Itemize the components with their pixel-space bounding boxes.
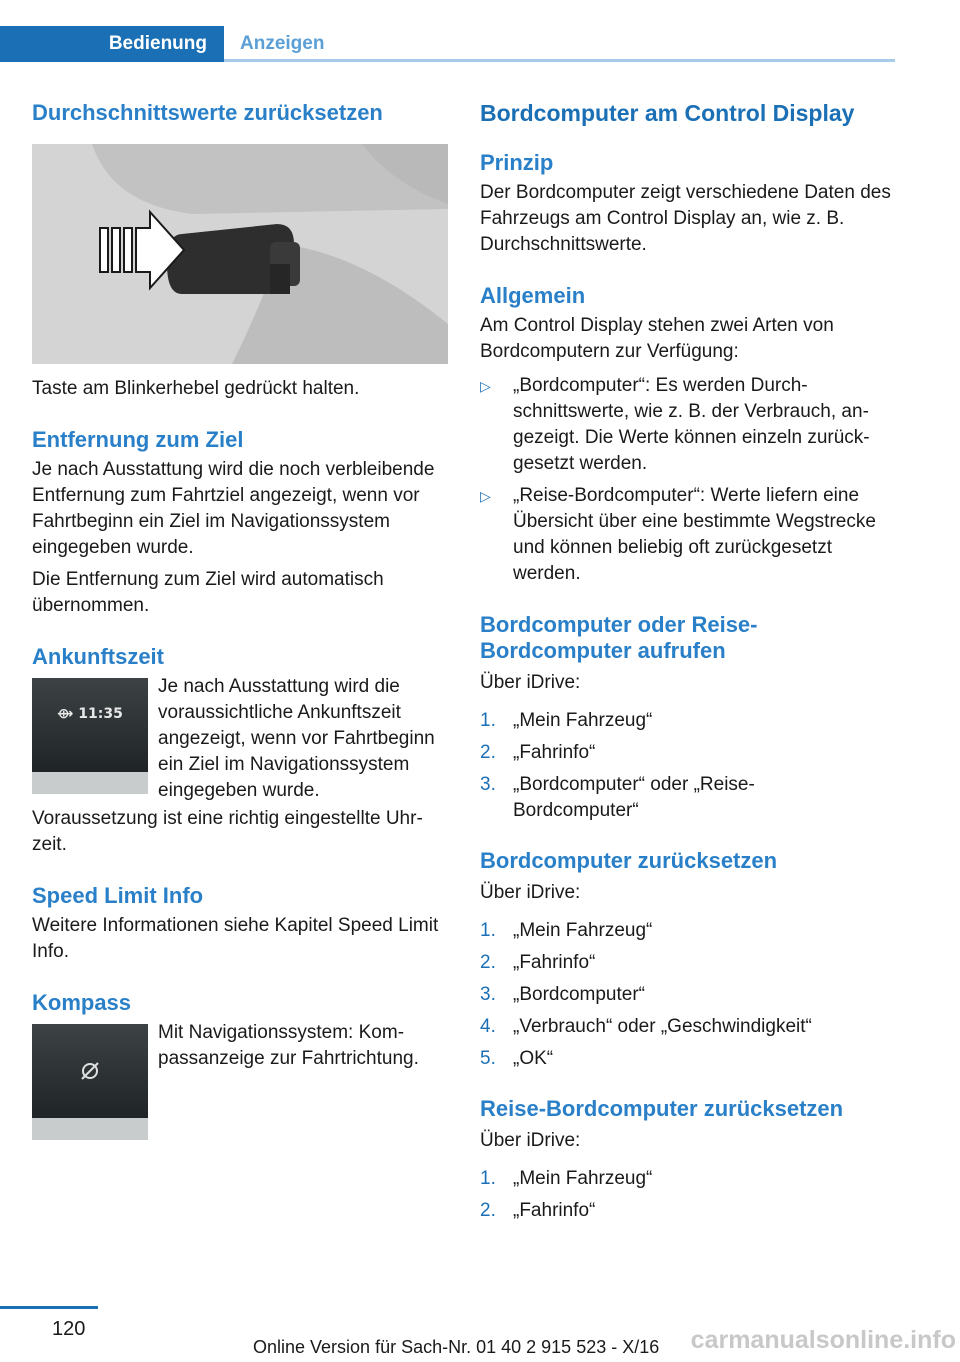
caption-taste: Taste am Blinkerhebel gedrückt halten.: [32, 378, 360, 399]
triangle-bullet-icon: ▷: [480, 378, 491, 394]
right-column: [480, 100, 896, 1224]
text-idrive-3: Über iDrive:: [480, 1130, 581, 1151]
heading-allgemein: Allgemein: [480, 283, 586, 308]
triangle-bullet-icon: ▷: [480, 488, 491, 504]
arrival-time-readout: ⟴ 11:35: [57, 706, 123, 722]
heading-ankunftszeit: Ankunftszeit: [32, 644, 164, 669]
heading-speed-limit-info: Speed Limit Info: [32, 883, 204, 908]
list-item: ▷ „Reise-Bordcomputer“: Werte liefern eine Übersicht über eine bestimmte Wegstrecke und können beliebig oft zurückgesetzt werden.: [480, 485, 876, 584]
tab-bedienung[interactable]: Bedienung: [0, 26, 224, 62]
steps-zuruecksetzen: [480, 918, 896, 1072]
list-item: 1. „Mein Fahrzeug“: [480, 710, 653, 731]
text-voraussetzung: Voraussetzung ist eine richtig eingestellte Uhrzeit.: [32, 808, 423, 855]
left-column: [32, 100, 448, 1170]
kompass-block: [32, 1020, 448, 1170]
heading-aufrufen: Bordcomputer oder Reise-Bordcomputer aufrufen: [480, 612, 758, 663]
page-number: 120: [52, 1318, 86, 1340]
list-item: ▷ „Bordcomputer“: Es werden Durchschnittswerte, wie z. B. der Verbrauch, angezeigt. Die Werte können einzeln zurückgesetzt werden.: [480, 375, 870, 474]
header-tabs: [0, 26, 895, 62]
heading-entfernung: Entfernung zum Ziel: [32, 427, 244, 452]
list-item: 3. „Bordcomputer“: [480, 984, 645, 1005]
ankunftszeit-display-image: [32, 678, 148, 794]
blinker-lever-image: [32, 144, 448, 364]
text-kompass: Mit Navigationssystem: Kompassanzeige zur Fahrtrichtung.: [158, 1022, 419, 1069]
steps-aufrufen: [480, 708, 896, 824]
list-item: 5. „OK“: [480, 1048, 554, 1069]
display-screen: [32, 678, 148, 772]
online-version-note: Online Version für Sach-Nr. 01 40 2 915 523 - X/16: [253, 1337, 660, 1357]
text-idrive-2: Über iDrive:: [480, 882, 581, 903]
list-item: 1. „Mein Fahrzeug“: [480, 1168, 653, 1189]
text-entfernung-1: Je nach Ausstattung wird die noch verbleibende Entfernung zum Fahrtziel angezeigt, wenn vor Fahrtbeginn ein Ziel im Navigationssystem eingegeben wurde.: [32, 459, 435, 558]
list-item: 1. „Mein Fahrzeug“: [480, 920, 653, 941]
text-idrive-1: Über iDrive:: [480, 672, 581, 693]
tab-anzeigen[interactable]: Anzeigen: [240, 33, 325, 54]
text-ankunftszeit: Je nach Ausstattung wird die voraussichtliche Ankunftszeit angezeigt, wenn vor Fahrtbeginn ein Ziel im Navigationssystem eingegeben wurde.: [158, 676, 435, 801]
list-item: 2. „Fahrinfo“: [480, 742, 596, 763]
footer-rule: [0, 1306, 98, 1309]
heading-reise-zuruecksetzen: Reise-Bordcomputer zurücksetzen: [480, 1096, 844, 1121]
list-item: 3. „Bordcomputer“ oder „Reise-Bordcomputer“: [480, 774, 755, 821]
list-item: 4. „Verbrauch“ oder „Geschwindigkeit“: [480, 1016, 812, 1037]
text-speed-limit-info: Weitere Informationen siehe Kapitel Speed Limit Info.: [32, 915, 439, 962]
text-prinzip: Der Bordcomputer zeigt verschiedene Daten des Fahrzeugs am Control Display an, wie z. B. Durchschnittswerte.: [480, 182, 891, 255]
compass-icon: [32, 1024, 148, 1118]
text-entfernung-2: Die Entfernung zum Ziel wird automatisch übernommen.: [32, 569, 384, 616]
heading-bordcomputer-control-display: Bordcomputer am Control Display: [480, 100, 855, 126]
list-item: 2. „Fahrinfo“: [480, 1200, 596, 1221]
heading-durchschnittswerte: Durchschnittswerte zurücksetzen: [32, 100, 383, 125]
heading-zuruecksetzen: Bordcomputer zurücksetzen: [480, 848, 778, 873]
ankunftszeit-block: [32, 674, 448, 812]
display-screen: [32, 1024, 148, 1118]
heading-prinzip: Prinzip: [480, 150, 554, 175]
list-item: 2. „Fahrinfo“: [480, 952, 596, 973]
watermark-logo: carmanualsonline.info: [690, 1326, 956, 1354]
kompass-display-image: [32, 1024, 148, 1140]
tab-underline: [224, 59, 895, 62]
steps-reise: [480, 1166, 896, 1224]
bordcomputer-types-list: [480, 373, 896, 587]
text-allgemein: Am Control Display stehen zwei Arten von Bordcomputern zur Verfügung:: [480, 315, 834, 362]
heading-kompass: Kompass: [32, 990, 132, 1015]
blinker-lever-illustration: [32, 144, 448, 364]
